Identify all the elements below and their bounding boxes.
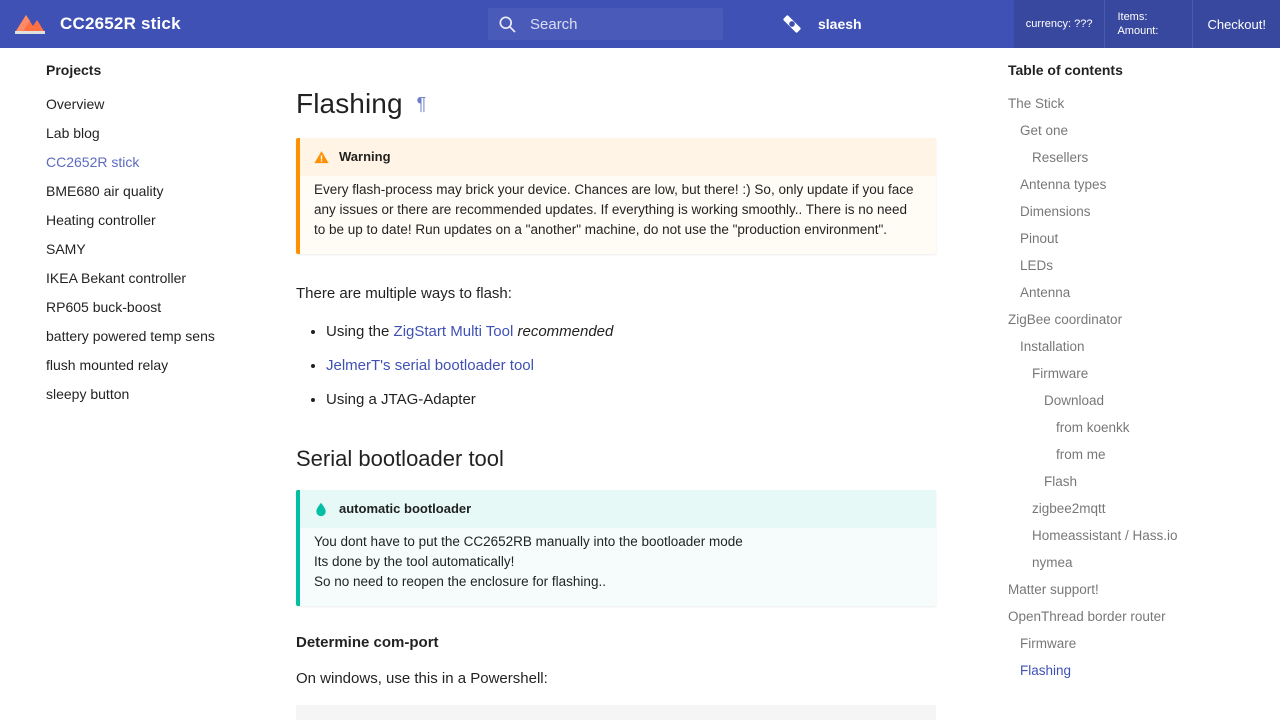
tip-line-2: Its done by the tool automatically! <box>314 554 515 569</box>
repo-link[interactable] <box>778 0 1014 48</box>
toc-item-pinout[interactable]: Pinout <box>1020 231 1059 246</box>
search-icon <box>496 13 518 35</box>
repo-name: slaesh <box>818 16 862 32</box>
method-0-suffix: recommended <box>513 323 614 340</box>
search-input[interactable] <box>528 15 715 34</box>
sidebar-item-flush-relay[interactable]: flush mounted relay <box>46 357 169 373</box>
toc-item-homeassistant[interactable]: Homeassistant / Hass.io <box>1032 528 1178 543</box>
sidebar-item-rp605[interactable]: RP605 buck-boost <box>46 299 162 315</box>
toc-item-openthread-border-router[interactable]: OpenThread border router <box>1008 609 1166 624</box>
items-label: Items: <box>1117 11 1148 23</box>
site-title: CC2652R stick <box>60 14 181 33</box>
page-body <box>0 48 1280 720</box>
search-box[interactable] <box>488 8 723 40</box>
site-logo-icon <box>12 9 48 39</box>
zigstart-multi-tool-link[interactable]: ZigStart Multi Tool <box>393 323 514 340</box>
anchor-link-icon[interactable]: ¶ <box>416 93 427 114</box>
main-content <box>264 48 984 720</box>
page-title-text: Flashing <box>296 88 403 119</box>
search-container[interactable] <box>488 8 748 40</box>
subsection-title-determine-com-port: Determine com-port <box>296 634 439 651</box>
sidebar-item-lab-blog[interactable]: Lab blog <box>46 125 100 141</box>
tip-line-3: So no need to reopen the enclosure for flashing.. <box>314 574 606 589</box>
toc-item-nymea[interactable]: nymea <box>1032 555 1073 570</box>
warning-icon <box>312 148 330 166</box>
checkout-button[interactable] <box>1192 0 1280 48</box>
sidebar-item-overview[interactable]: Overview <box>46 96 105 112</box>
toc-item-flash[interactable]: Flash <box>1044 474 1078 489</box>
sidebar-item-cc2652r-stick[interactable]: CC2652R stick <box>46 154 140 170</box>
toc-item-zigbee2mqtt[interactable]: zigbee2mqtt <box>1032 501 1106 516</box>
toc-item-matter-support[interactable]: Matter support! <box>1008 582 1099 597</box>
page-title <box>296 88 936 120</box>
toc-item-antenna-types[interactable]: Antenna types <box>1020 177 1107 192</box>
tip-title-row <box>300 490 936 528</box>
table-of-contents <box>984 48 1248 720</box>
toc-title: Table of contents <box>1008 62 1123 78</box>
flash-methods-list <box>296 320 936 412</box>
checkout-label: Checkout! <box>1207 16 1266 32</box>
toc-item-from-koenkk[interactable]: from koenkk <box>1056 420 1130 435</box>
warning-title: Warning <box>339 149 391 164</box>
tip-line-1: You dont have to put the CC2652RB manually into the bootloader mode <box>314 534 743 549</box>
warning-admonition <box>296 138 936 254</box>
tip-body <box>300 528 936 606</box>
sidebar-item-heating-controller[interactable]: Heating controller <box>46 212 156 228</box>
windows-note: On windows, use this in a Powershell: <box>296 670 548 687</box>
sidebar-title: Projects <box>46 62 102 78</box>
list-item <box>326 320 936 344</box>
code-block <box>296 705 936 720</box>
toc-item-flashing[interactable]: Flashing <box>1020 663 1072 678</box>
site-header <box>0 0 1280 48</box>
toc-item-installation[interactable]: Installation <box>1020 339 1085 354</box>
method-0-prefix: Using the <box>326 323 394 340</box>
currency-label: currency: ??? <box>1025 18 1093 30</box>
toc-item-firmware-otbr[interactable]: Firmware <box>1020 636 1077 651</box>
section-title-serial-bootloader: Serial bootloader tool <box>296 446 504 471</box>
sidebar-nav <box>0 48 264 720</box>
items-amount-cell[interactable] <box>1104 0 1192 48</box>
list-item <box>326 388 936 412</box>
toc-item-leds[interactable]: LEDs <box>1020 258 1054 273</box>
toc-item-zigbee-coordinator[interactable]: ZigBee coordinator <box>1008 312 1123 327</box>
amount-label: Amount: <box>1117 25 1159 37</box>
list-item <box>326 354 936 378</box>
sidebar-item-ikea-bekant[interactable]: IKEA Bekant controller <box>46 270 187 286</box>
toc-item-the-stick[interactable]: The Stick <box>1008 96 1065 111</box>
tip-title: automatic bootloader <box>339 501 472 516</box>
sidebar-item-bme680[interactable]: BME680 air quality <box>46 183 164 199</box>
intro-paragraph: There are multiple ways to flash: <box>296 285 512 302</box>
toc-item-antenna[interactable]: Antenna <box>1020 285 1071 300</box>
header-brand[interactable] <box>0 0 488 48</box>
sidebar-item-sleepy-button[interactable]: sleepy button <box>46 386 130 402</box>
toc-item-resellers[interactable]: Resellers <box>1032 150 1089 165</box>
currency-cell[interactable] <box>1014 0 1105 48</box>
git-icon <box>778 10 806 38</box>
toc-item-from-me[interactable]: from me <box>1056 447 1106 462</box>
jelmert-serial-bootloader-link[interactable]: JelmerT's serial bootloader tool <box>326 357 534 374</box>
sidebar-item-samy[interactable]: SAMY <box>46 241 86 257</box>
toc-item-firmware[interactable]: Firmware <box>1032 366 1089 381</box>
sidebar-item-battery-temp-sens[interactable]: battery powered temp sens <box>46 328 215 344</box>
tip-admonition <box>296 490 936 606</box>
tip-icon <box>312 500 330 518</box>
warning-title-row <box>300 138 936 176</box>
method-2-text: Using a JTAG-Adapter <box>326 391 476 408</box>
toc-item-dimensions[interactable]: Dimensions <box>1020 204 1091 219</box>
toc-item-download[interactable]: Download <box>1044 393 1105 408</box>
cart-area[interactable] <box>1014 0 1280 48</box>
toc-item-get-one[interactable]: Get one <box>1020 123 1069 138</box>
warning-body: Every flash-process may brick your device. Chances are low, but there! :) So, only update if you face any issues or there are recommended updates. If everything is working smoothly.. There is no need to be up to date! Run updates on a "another" machine, do not use the "production environment". <box>300 176 936 254</box>
